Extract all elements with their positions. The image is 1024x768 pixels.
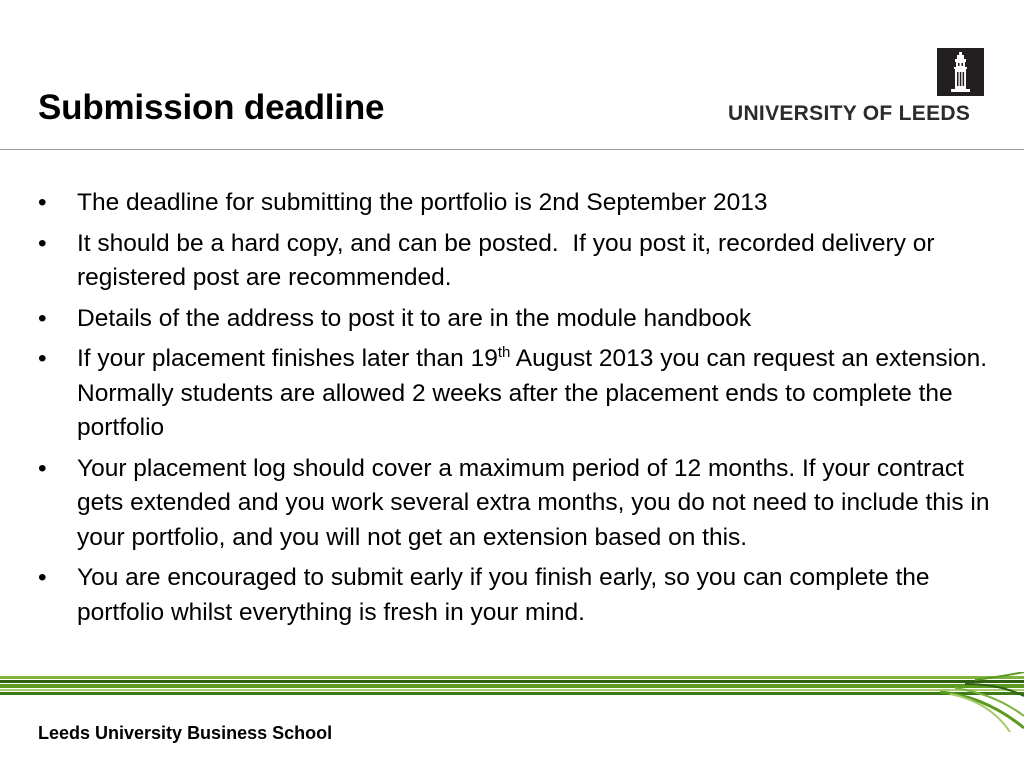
bullet-item	[38, 342, 998, 446]
ordinal-superscript: th	[497, 343, 511, 361]
bullet-symbol: •	[38, 304, 47, 332]
header-divider	[0, 149, 1024, 150]
bullet-text: Your placement log should cover a maximum period of 12 months. If your contract gets extended and you work several extra months, you do not need to include this in your portfolio, and you will not get an extension based on this.	[77, 454, 990, 551]
bullet-item	[38, 302, 998, 337]
footer-school-name: Leeds University Business School	[38, 723, 333, 743]
bullet-text-start: If your placement finishes later than 19	[77, 345, 498, 372]
bullet-item	[38, 561, 998, 630]
university-logo	[728, 48, 986, 128]
bullet-symbol: •	[38, 454, 47, 482]
bullet-symbol: •	[38, 189, 47, 216]
bullet-symbol: •	[38, 564, 47, 591]
bullet-list	[38, 186, 998, 636]
bullet-item	[38, 186, 998, 221]
parkinson-tower-icon	[937, 48, 984, 96]
bullet-text: Details of the address to post it to are in the module handbook	[77, 304, 752, 332]
bullet-text: You are encouraged to submit early if you finish early, so you can complete the portfolio whilst everything is fresh in your mind.	[77, 564, 930, 626]
bullet-item	[38, 227, 998, 296]
bullet-text	[77, 345, 987, 441]
bullet-text: It should be a hard copy, and can be posted. If you post it, recorded delivery or registered post are recommended.	[77, 229, 935, 291]
bullet-text: The deadline for submitting the portfolio is 2nd September 2013	[77, 189, 768, 216]
slide-title: Submission deadline	[38, 88, 385, 127]
bullet-text-end: August 2013 you can request an extension. Normally students are allowed 2 weeks after the placement ends to complete the portfolio	[77, 345, 988, 441]
bullet-item	[38, 452, 998, 556]
bullet-symbol: •	[38, 229, 47, 257]
bullet-symbol: •	[38, 345, 47, 372]
logo-text: UNIVERSITY OF LEEDS	[728, 102, 971, 125]
